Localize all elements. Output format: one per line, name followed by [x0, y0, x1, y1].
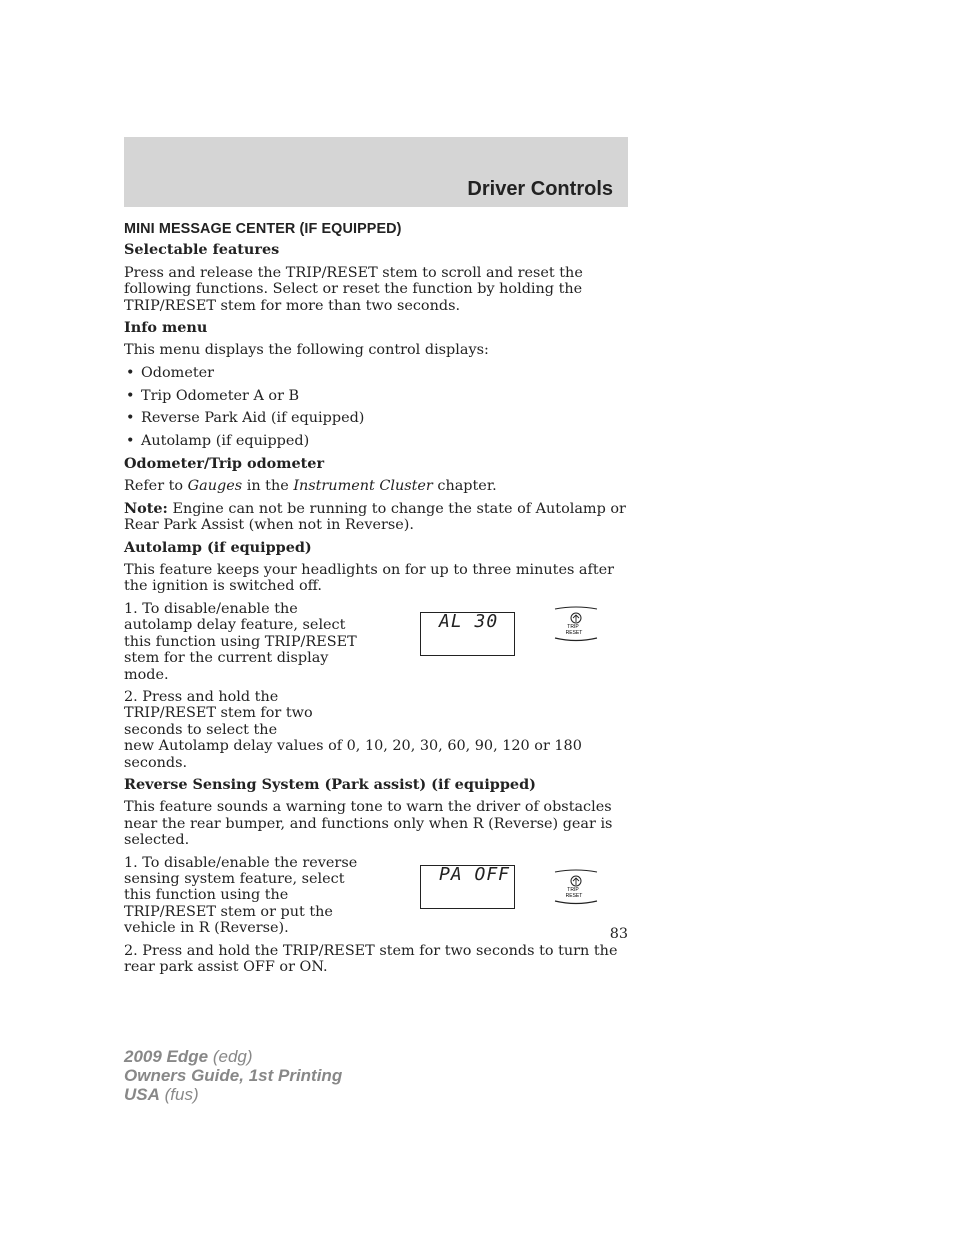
odometer-refer: Refer to Gauges in the Instrument Cluster chapter. — [124, 478, 497, 495]
instrument-cluster-ref: Instrument Cluster — [293, 478, 433, 495]
list-item: • Autolamp (if equipped) — [126, 433, 310, 450]
chapter-header-band — [124, 137, 628, 207]
autolamp-lcd-display: AL 30 — [420, 612, 515, 656]
info-menu-intro: This menu displays the following control displays: — [124, 342, 489, 359]
trip-reset-stem-icon — [552, 868, 600, 906]
footer-line-2: Owners Guide, 1st Printing — [124, 1066, 343, 1085]
selectable-features-heading: Selectable features — [124, 241, 280, 259]
bullet-icon: • — [126, 433, 135, 450]
autolamp-step-2: 2. Press and hold the TRIP/RESET stem for two seconds to select the new Autolamp delay values of 0, 10, 20, 30, 60, 90, 120 or 180 seconds. — [124, 688, 582, 771]
footer-line-1: 2009 Edge (edg) — [124, 1047, 253, 1066]
selectable-features-body: Press and release the TRIP/RESET stem to scroll and reset the following functions. Select or reset the function by holding the TRIP/RESET stem for more than two seconds. — [124, 264, 583, 314]
document-footer — [124, 1047, 342, 1104]
bullet-icon: • — [126, 364, 135, 381]
svg-text:TRIP: TRIP — [567, 623, 579, 630]
trip-reset-stem-icon — [552, 605, 600, 643]
gauges-ref: Gauges — [187, 478, 243, 495]
park-assist-lcd-display: PA OFF — [420, 865, 515, 909]
list-item: • Reverse Park Aid (if equipped) — [126, 410, 365, 427]
autolamp-steps — [124, 601, 628, 771]
trip-reset-stem-icon-graphic — [552, 868, 600, 906]
page-content — [124, 221, 628, 981]
trip-reset-stem-icon-graphic — [552, 605, 600, 643]
autolamp-step-1: 1. To disable/enable the autolamp delay feature, select this function using TRIP/RESET stem for the current display mode. — [124, 600, 357, 683]
list-item: • Odometer — [126, 364, 215, 381]
odometer-note: Note: Engine can not be running to change the state of Autolamp or Rear Park Assist (when not in Reverse). — [124, 499, 626, 534]
list-item: • Trip Odometer A or B — [126, 387, 300, 404]
reverse-step-2: 2. Press and hold the TRIP/RESET stem for two seconds to turn the rear park assist OFF or ON. — [124, 942, 618, 975]
page-number: 83 — [609, 926, 628, 942]
bullet-icon: • — [126, 410, 135, 427]
reverse-steps — [124, 855, 628, 976]
reverse-step-1: 1. To disable/enable the reverse sensing system feature, select this function using the TRIP/RESET stem or put the vehicle in R (Reverse). — [124, 854, 358, 937]
reverse-sensing-body: This feature sounds a warning tone to warn the driver of obstacles near the rear bumper, and functions only when R (Reverse) gear is selected. — [124, 799, 613, 849]
odometer-heading: Odometer/Trip odometer — [124, 455, 325, 473]
bullet-icon: • — [126, 387, 135, 404]
svg-text:RESET: RESET — [565, 892, 583, 899]
svg-text:RESET: RESET — [565, 629, 583, 636]
note-label: Note: — [124, 499, 168, 517]
info-menu-heading: Info menu — [124, 319, 208, 337]
info-menu-list — [124, 365, 628, 450]
footer-line-3: USA (fus) — [124, 1085, 199, 1104]
autolamp-heading: Autolamp (if equipped) — [124, 538, 312, 556]
section-title: MINI MESSAGE CENTER (IF EQUIPPED) — [124, 221, 402, 237]
svg-text:TRIP: TRIP — [567, 886, 579, 893]
autolamp-body: This feature keeps your headlights on for up to three minutes after the ignition is switched off. — [124, 562, 615, 595]
chapter-title: Driver Controls — [467, 178, 613, 200]
reverse-sensing-heading: Reverse Sensing System (Park assist) (if equipped) — [124, 775, 536, 793]
